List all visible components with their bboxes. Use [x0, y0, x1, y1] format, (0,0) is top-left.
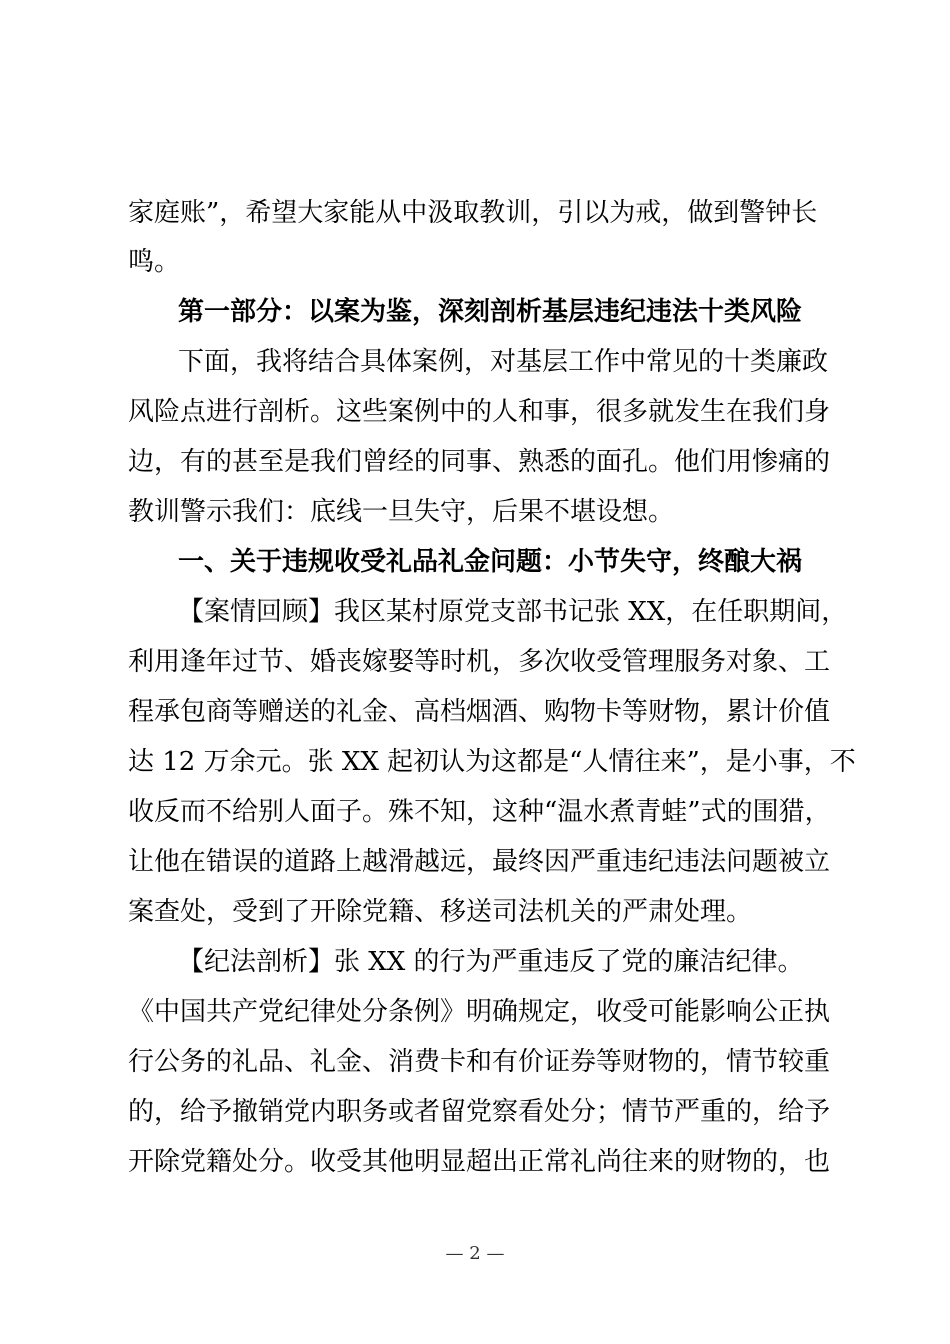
text-line-7: 教训警示我们：底线一旦失守，后果不堪设想。 — [128, 497, 675, 527]
page-number: — 2 — — [445, 1243, 505, 1264]
text-line-17: 《中国共产党纪律处分条例》明确规定，收受可能影响公正执 — [128, 997, 831, 1027]
text-line-15: 案查处，受到了开除党籍、移送司法机关的严肃处理。 — [128, 897, 753, 927]
text-line-10: 利用逢年过节、婚丧嫁娶等时机，多次收受管理服务对象、工 — [128, 647, 831, 677]
text-line-14: 让他在错误的道路上越滑越远，最终因严重违纪违法问题被立 — [128, 847, 831, 877]
text-line-19: 的，给予撤销党内职务或者留党察看处分；情节严重的，给予 — [128, 1097, 831, 1127]
text-line-16: 【纪法剖析】张 XX 的行为严重违反了党的廉洁纪律。 — [178, 947, 804, 977]
text-line-5: 风险点进行剖析。这些案例中的人和事，很多就发生在我们身 — [128, 397, 831, 427]
text-line-4: 下面，我将结合具体案例，对基层工作中常见的十类廉政 — [178, 347, 829, 377]
subsection-heading: 一、关于违规收受礼品礼金问题：小节失守，终酿大祸 — [178, 547, 803, 577]
text-line-9: 【案情回顾】我区某村原党支部书记张 XX，在任职期间， — [178, 597, 848, 627]
text-line-11: 程承包商等赠送的礼金、高档烟酒、购物卡等财物，累计价值 — [128, 697, 831, 727]
text-line-13: 收反而不给别人面子。殊不知，这种“温水煮青蛙”式的围猎， — [128, 797, 831, 827]
text-line-1: 家庭账”，希望大家能从中汲取教训，引以为戒，做到警钟长 — [128, 198, 818, 228]
section-heading: 第一部分：以案为鉴，深刻剖析基层违纪违法十类风险 — [178, 297, 803, 327]
text-line-2: 鸣。 — [128, 247, 181, 277]
text-line-18: 行公务的礼品、礼金、消费卡和有价证券等财物的，情节较重 — [128, 1047, 831, 1077]
text-line-20: 开除党籍处分。收受其他明显超出正常礼尚往来的财物的，也 — [128, 1147, 831, 1177]
text-line-12: 达 12 万余元。张 XX 起初认为这都是“人情往来”，是小事，不 — [128, 747, 856, 777]
text-line-6: 边，有的甚至是我们曾经的同事、熟悉的面孔。他们用惨痛的 — [128, 447, 831, 477]
